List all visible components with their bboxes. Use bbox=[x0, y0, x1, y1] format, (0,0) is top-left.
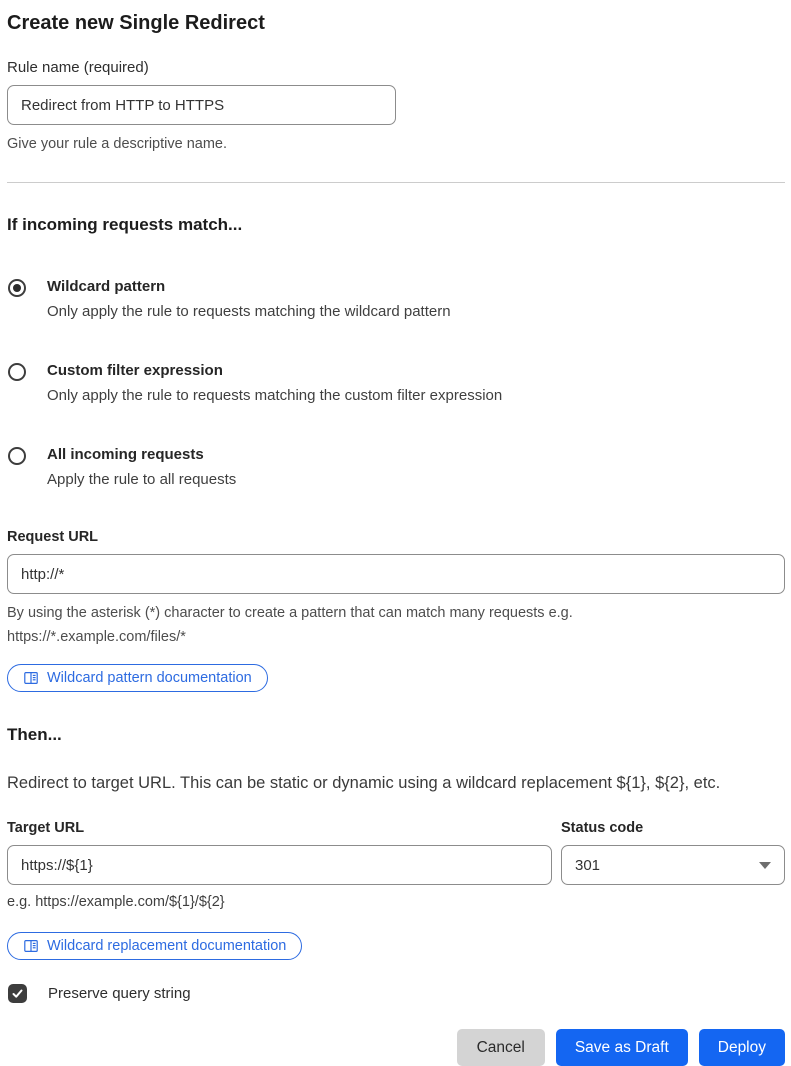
wildcard-pattern-doc-button[interactable] bbox=[7, 664, 268, 692]
book-icon bbox=[23, 938, 39, 954]
target-status-row bbox=[7, 820, 785, 960]
target-url-label: Target URL bbox=[7, 820, 85, 836]
request-url-help-line2: https://*.example.com/files/* bbox=[7, 629, 186, 645]
request-url-help-line1: By using the asterisk (*) character to create a pattern that can match many requests e.g. bbox=[7, 605, 573, 621]
status-code-label: Status code bbox=[561, 820, 644, 836]
radio-option-wildcard-pattern[interactable] bbox=[7, 277, 785, 323]
radio-description: Only apply the rule to requests matching the wildcard pattern bbox=[47, 303, 451, 320]
radio-option-custom-filter[interactable] bbox=[7, 361, 785, 407]
rule-name-help: Give your rule a descriptive name. bbox=[7, 136, 228, 152]
doc-button-label: Wildcard replacement documentation bbox=[47, 938, 287, 954]
target-url-input[interactable] bbox=[7, 845, 552, 885]
doc-button-label: Wildcard pattern documentation bbox=[47, 670, 252, 686]
request-url-block bbox=[7, 529, 785, 692]
radio-label: Custom filter expression bbox=[47, 362, 223, 379]
then-description: Redirect to target URL. This can be static or dynamic using a wildcard replacement ${1}, ${2}, etc. bbox=[7, 774, 721, 792]
request-url-help bbox=[7, 601, 785, 649]
radio-unselected-icon[interactable] bbox=[8, 363, 26, 381]
footer-action-buttons bbox=[7, 1029, 785, 1066]
radio-label: Wildcard pattern bbox=[47, 278, 166, 295]
radio-option-all-requests[interactable] bbox=[7, 445, 785, 491]
page-title: Create new Single Redirect bbox=[7, 12, 265, 34]
checkbox-checked-icon[interactable] bbox=[8, 984, 27, 1003]
book-icon bbox=[23, 670, 39, 686]
match-section-heading: If incoming requests match... bbox=[7, 215, 243, 234]
radio-unselected-icon[interactable] bbox=[8, 447, 26, 465]
save-as-draft-button[interactable]: Save as Draft bbox=[556, 1029, 688, 1066]
target-url-example: e.g. https://example.com/${1}/${2} bbox=[7, 894, 225, 910]
request-url-input[interactable] bbox=[7, 554, 785, 594]
radio-description: Only apply the rule to requests matching the custom filter expression bbox=[47, 387, 503, 404]
then-section-heading: Then... bbox=[7, 725, 62, 744]
cancel-button[interactable]: Cancel bbox=[457, 1029, 545, 1066]
deploy-button[interactable]: Deploy bbox=[699, 1029, 785, 1066]
status-code-select[interactable] bbox=[561, 845, 785, 885]
rule-name-input[interactable] bbox=[7, 85, 396, 125]
status-code-block bbox=[561, 820, 785, 960]
radio-selected-icon[interactable] bbox=[8, 279, 26, 297]
chevron-down-icon bbox=[759, 862, 771, 869]
section-divider bbox=[7, 182, 785, 183]
preserve-query-checkbox-row[interactable] bbox=[7, 984, 785, 1003]
wildcard-replacement-doc-button[interactable] bbox=[7, 932, 302, 960]
rule-name-label: Rule name (required) bbox=[7, 59, 149, 76]
status-code-value: 301 bbox=[575, 856, 601, 874]
request-url-label: Request URL bbox=[7, 529, 99, 545]
radio-label: All incoming requests bbox=[47, 446, 204, 463]
target-url-block bbox=[7, 820, 552, 960]
preserve-query-label: Preserve query string bbox=[48, 985, 191, 1002]
radio-description: Apply the rule to all requests bbox=[47, 471, 237, 488]
match-options-radio-group bbox=[7, 277, 785, 491]
